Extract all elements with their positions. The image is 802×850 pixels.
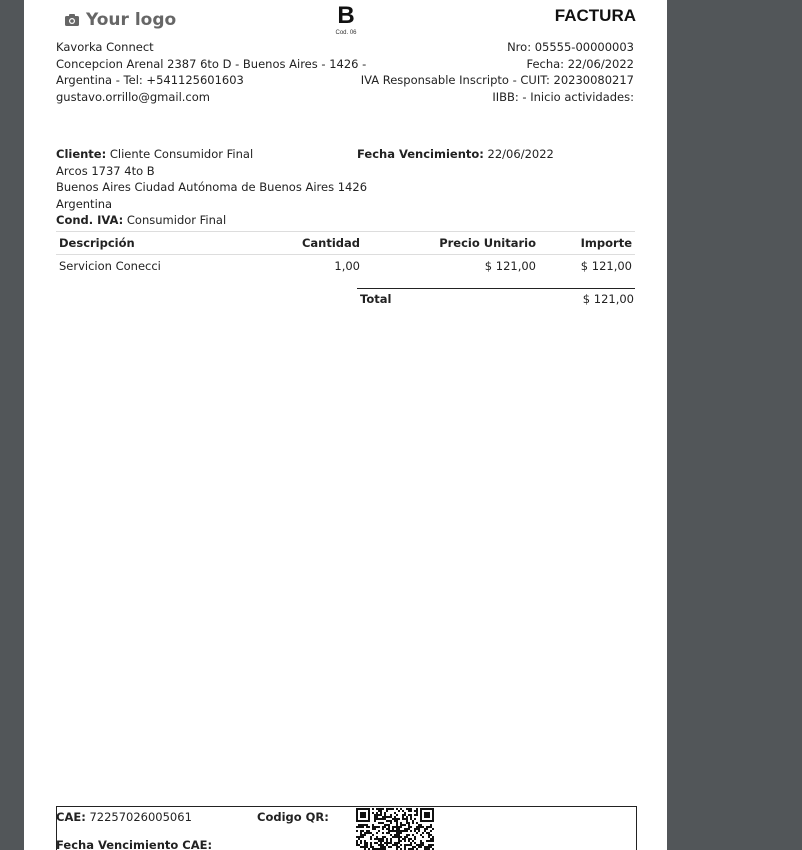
company-email: gustavo.orrillo@gmail.com <box>56 89 210 104</box>
client-iva-line <box>56 212 367 229</box>
row-unit-price: $ 121,00 <box>484 259 536 273</box>
client-label: Cliente: <box>56 147 107 161</box>
cae-line <box>56 809 192 826</box>
logo-text: Your logo <box>86 10 177 30</box>
invoice-type-letter: B <box>337 2 355 29</box>
company-name: Kavorka Connect <box>56 40 154 54</box>
due-date <box>357 146 554 163</box>
due-date-label: Fecha Vencimiento: <box>357 147 484 161</box>
qr-code-image <box>356 808 434 850</box>
col-quantity: Cantidad <box>277 232 363 255</box>
company-address-line2: Argentina - Tel: +541125601603 <box>56 73 244 88</box>
invoice-type-code: Cod. 06 <box>335 30 357 36</box>
total-value: $ 121,00 <box>582 292 634 306</box>
invoice-tax-status: IVA Responsable Inscripto - CUIT: 20230080217 <box>360 73 634 88</box>
table-row <box>56 255 635 278</box>
invoice-number: Nro: 05555-00000003 <box>507 40 634 54</box>
cae-due-label: Fecha Vencimiento CAE: <box>56 838 213 850</box>
items-header-row <box>56 232 635 255</box>
invoice-info <box>361 39 634 105</box>
row-quantity: 1,00 <box>334 259 360 273</box>
col-description: Descripción <box>56 232 277 255</box>
items-table <box>56 231 635 277</box>
totals-block <box>357 288 635 306</box>
total-label: Total <box>360 292 392 306</box>
company-info <box>56 39 366 105</box>
cae-value: 72257026005061 <box>89 810 192 824</box>
due-date-value: 22/06/2022 <box>487 147 554 161</box>
col-amount: Importe <box>539 232 635 255</box>
client-name: Cliente Consumidor Final <box>109 147 254 161</box>
company-logo <box>64 10 176 30</box>
row-description: Servicion Conecci <box>59 259 161 273</box>
invoice-iibb: IIBB: - Inicio actividades: <box>492 89 634 104</box>
row-amount: $ 121,00 <box>580 259 632 273</box>
total-row <box>357 289 635 306</box>
client-country: Argentina <box>56 196 113 211</box>
cae-label: CAE: <box>56 810 86 824</box>
company-address-line1: Concepcion Arenal 2387 6to D - Buenos Aires - 1426 - <box>56 56 367 71</box>
document-title: FACTURA <box>554 6 636 25</box>
invoice-page <box>24 0 667 850</box>
client-address-line2: Buenos Aires Ciudad Autónoma de Buenos Aires 1426 <box>56 180 368 195</box>
client-info <box>56 146 367 229</box>
client-address-line1: Arcos 1737 4to B <box>56 163 155 178</box>
col-unit-price: Precio Unitario <box>363 232 539 255</box>
client-iva-value: Consumidor Final <box>126 213 227 228</box>
client-name-line <box>56 146 367 163</box>
qr-label: Codigo QR: <box>257 810 329 824</box>
invoice-date: Fecha: 22/06/2022 <box>526 56 634 71</box>
camera-icon <box>64 13 80 27</box>
client-iva-label: Cond. IVA: <box>56 213 124 228</box>
